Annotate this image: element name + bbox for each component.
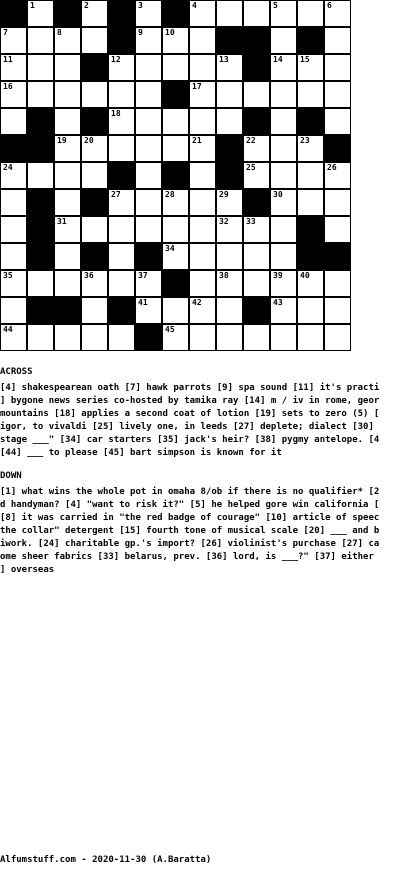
across-clues bbox=[0, 367, 420, 460]
grid-cell[interactable] bbox=[324, 270, 351, 297]
grid-cell[interactable] bbox=[54, 135, 81, 162]
grid-cell[interactable] bbox=[270, 243, 297, 270]
grid-cell[interactable] bbox=[0, 81, 27, 108]
black-square bbox=[0, 0, 27, 27]
clue-number: 13 bbox=[219, 55, 229, 64]
black-square bbox=[162, 162, 189, 189]
grid-cell[interactable] bbox=[243, 135, 270, 162]
grid-cell[interactable] bbox=[243, 324, 270, 351]
grid-cell[interactable] bbox=[297, 297, 324, 324]
grid-cell[interactable] bbox=[324, 189, 351, 216]
clue-number: 10 bbox=[165, 28, 175, 37]
black-square bbox=[243, 189, 270, 216]
grid-cell[interactable] bbox=[54, 108, 81, 135]
clue-number: 20 bbox=[84, 136, 94, 145]
black-square bbox=[324, 243, 351, 270]
black-square bbox=[27, 135, 54, 162]
clue-number: 33 bbox=[246, 217, 256, 226]
black-square bbox=[108, 162, 135, 189]
grid-cell[interactable] bbox=[135, 270, 162, 297]
black-square bbox=[216, 27, 243, 54]
clue-number: 17 bbox=[192, 82, 202, 91]
grid-cell[interactable] bbox=[243, 162, 270, 189]
grid-cell[interactable] bbox=[189, 324, 216, 351]
clue-line: ] bygone news series co-hosted by tamika ray [14] m / iv in rome, geor bbox=[0, 396, 380, 406]
grid-cell[interactable] bbox=[27, 0, 54, 27]
grid-cell[interactable] bbox=[135, 189, 162, 216]
grid-cell[interactable] bbox=[162, 243, 189, 270]
grid-cell[interactable] bbox=[162, 189, 189, 216]
grid-cell[interactable] bbox=[270, 108, 297, 135]
grid-cell[interactable] bbox=[216, 216, 243, 243]
black-square bbox=[108, 27, 135, 54]
clue-number: 37 bbox=[138, 271, 148, 280]
grid-cell[interactable] bbox=[162, 54, 189, 81]
clue-number: 26 bbox=[327, 163, 337, 172]
grid-cell[interactable] bbox=[54, 54, 81, 81]
clue-number: 32 bbox=[219, 217, 229, 226]
grid-cell[interactable] bbox=[135, 297, 162, 324]
grid-cell[interactable] bbox=[81, 81, 108, 108]
grid-cell[interactable] bbox=[81, 297, 108, 324]
clue-number: 27 bbox=[111, 190, 121, 199]
black-square bbox=[27, 108, 54, 135]
clue-number: 12 bbox=[111, 55, 121, 64]
grid-cell[interactable] bbox=[0, 108, 27, 135]
clue-number: 40 bbox=[300, 271, 310, 280]
grid-cell[interactable] bbox=[135, 0, 162, 27]
grid-cell[interactable] bbox=[162, 27, 189, 54]
clue-line: igor, to vivaldi [25] lively one, in leeds [27] deplete; dialect [30] bbox=[0, 422, 380, 432]
grid-cell[interactable] bbox=[0, 270, 27, 297]
grid-cell[interactable] bbox=[0, 54, 27, 81]
grid-cell[interactable] bbox=[162, 297, 189, 324]
grid-cell[interactable] bbox=[162, 108, 189, 135]
black-square bbox=[27, 243, 54, 270]
grid-cell[interactable] bbox=[81, 216, 108, 243]
clue-number: 9 bbox=[138, 28, 143, 37]
grid-cell[interactable] bbox=[54, 162, 81, 189]
clue-number: 16 bbox=[3, 82, 13, 91]
black-square bbox=[243, 297, 270, 324]
grid-cell[interactable] bbox=[135, 108, 162, 135]
grid-cell[interactable] bbox=[54, 27, 81, 54]
clue-number: 19 bbox=[57, 136, 67, 145]
black-square bbox=[243, 108, 270, 135]
clue-number: 15 bbox=[300, 55, 310, 64]
black-square bbox=[243, 27, 270, 54]
grid-cell[interactable] bbox=[189, 270, 216, 297]
grid-cell[interactable] bbox=[297, 0, 324, 27]
down-clues bbox=[0, 471, 420, 577]
down-heading: DOWN bbox=[0, 471, 22, 481]
grid-cell[interactable] bbox=[270, 81, 297, 108]
grid-cell[interactable] bbox=[135, 135, 162, 162]
black-square bbox=[81, 189, 108, 216]
grid-cell[interactable] bbox=[189, 108, 216, 135]
grid-cell[interactable] bbox=[27, 81, 54, 108]
grid-cell[interactable] bbox=[108, 324, 135, 351]
grid-cell[interactable] bbox=[27, 270, 54, 297]
grid-cell[interactable] bbox=[27, 324, 54, 351]
grid-cell[interactable] bbox=[81, 27, 108, 54]
clue-line: ] overseas bbox=[0, 565, 55, 575]
clue-number: 39 bbox=[273, 271, 283, 280]
black-square bbox=[135, 324, 162, 351]
grid-cell[interactable] bbox=[243, 270, 270, 297]
grid-cell[interactable] bbox=[0, 162, 27, 189]
grid-cell[interactable] bbox=[0, 243, 27, 270]
grid-cell[interactable] bbox=[0, 324, 27, 351]
grid-cell[interactable] bbox=[54, 270, 81, 297]
clue-line: [4] shakespearean oath [7] hawk parrots [9] spa sound [11] it's practi bbox=[0, 383, 380, 393]
clue-line: d handyman? [4] "want to risk it?" [5] he helped gore win california [ bbox=[0, 500, 380, 510]
grid-cell[interactable] bbox=[27, 27, 54, 54]
grid-cell[interactable] bbox=[243, 243, 270, 270]
grid-cell[interactable] bbox=[189, 162, 216, 189]
grid-cell[interactable] bbox=[108, 54, 135, 81]
black-square bbox=[324, 135, 351, 162]
grid-cell[interactable] bbox=[297, 54, 324, 81]
black-square bbox=[54, 297, 81, 324]
clue-line: [44] ___ to please [45] bart simpson is known for it bbox=[0, 448, 282, 458]
black-square bbox=[81, 243, 108, 270]
black-square bbox=[81, 108, 108, 135]
grid-cell[interactable] bbox=[270, 0, 297, 27]
clue-number: 7 bbox=[3, 28, 8, 37]
clue-number: 36 bbox=[84, 271, 94, 280]
clue-number: 4 bbox=[192, 1, 197, 10]
grid-cell[interactable] bbox=[162, 324, 189, 351]
grid-cell[interactable] bbox=[297, 324, 324, 351]
grid-cell[interactable] bbox=[216, 324, 243, 351]
clue-number: 43 bbox=[273, 298, 283, 307]
grid-cell[interactable] bbox=[216, 243, 243, 270]
grid-cell[interactable] bbox=[135, 81, 162, 108]
grid-cell[interactable] bbox=[27, 54, 54, 81]
clue-number: 30 bbox=[273, 190, 283, 199]
grid-cell[interactable] bbox=[0, 216, 27, 243]
grid-cell[interactable] bbox=[270, 270, 297, 297]
clue-number: 38 bbox=[219, 271, 229, 280]
black-square bbox=[162, 81, 189, 108]
grid-cell[interactable] bbox=[189, 243, 216, 270]
grid-cell[interactable] bbox=[135, 216, 162, 243]
grid-cell[interactable] bbox=[27, 162, 54, 189]
grid-cell[interactable] bbox=[162, 216, 189, 243]
grid-cell[interactable] bbox=[270, 324, 297, 351]
clue-number: 42 bbox=[192, 298, 202, 307]
black-square bbox=[81, 54, 108, 81]
grid-cell[interactable] bbox=[108, 216, 135, 243]
grid-cell[interactable] bbox=[324, 324, 351, 351]
grid-cell[interactable] bbox=[216, 54, 243, 81]
grid-cell[interactable] bbox=[189, 0, 216, 27]
clue-number: 2 bbox=[84, 1, 89, 10]
grid-cell[interactable] bbox=[162, 135, 189, 162]
grid-cell[interactable] bbox=[270, 216, 297, 243]
clue-number: 18 bbox=[111, 109, 121, 118]
black-square bbox=[135, 243, 162, 270]
black-square bbox=[297, 108, 324, 135]
grid-cell[interactable] bbox=[324, 0, 351, 27]
grid-cell[interactable] bbox=[324, 162, 351, 189]
grid-cell[interactable] bbox=[270, 54, 297, 81]
grid-cell[interactable] bbox=[324, 54, 351, 81]
footer-credit: Alfumstuff.com - 2020-11-30 (A.Baratta) bbox=[0, 855, 212, 865]
clue-number: 14 bbox=[273, 55, 283, 64]
grid-cell[interactable] bbox=[135, 162, 162, 189]
grid-cell[interactable] bbox=[0, 297, 27, 324]
black-square bbox=[297, 216, 324, 243]
black-square bbox=[162, 0, 189, 27]
grid-cell[interactable] bbox=[324, 108, 351, 135]
clue-line: mountains [18] applies a second coat of lotion [19] sets to zero (5) [ bbox=[0, 409, 380, 419]
clue-line: ome sheer fabrics [33] belarus, prev. [36] lord, is ___?" [37] either bbox=[0, 552, 380, 562]
grid-cell[interactable] bbox=[135, 54, 162, 81]
clue-number: 29 bbox=[219, 190, 229, 199]
black-square bbox=[216, 135, 243, 162]
black-square bbox=[216, 162, 243, 189]
crossword-grid bbox=[0, 0, 351, 351]
clue-line: iwork. [24] charitable gp.'s import? [26] violinist's purchase [27] ca bbox=[0, 539, 380, 549]
black-square bbox=[297, 27, 324, 54]
grid-cell[interactable] bbox=[189, 216, 216, 243]
grid-cell[interactable] bbox=[324, 81, 351, 108]
grid-cell[interactable] bbox=[81, 0, 108, 27]
grid-cell[interactable] bbox=[297, 81, 324, 108]
grid-cell[interactable] bbox=[297, 189, 324, 216]
clue-number: 45 bbox=[165, 325, 175, 334]
clue-line: the collar" detergent [15] fourth tone of musical scale [20] ___ and b bbox=[0, 526, 380, 536]
black-square bbox=[0, 135, 27, 162]
grid-cell[interactable] bbox=[216, 270, 243, 297]
black-square bbox=[27, 297, 54, 324]
clue-number: 31 bbox=[57, 217, 67, 226]
grid-cell[interactable] bbox=[297, 162, 324, 189]
grid-cell[interactable] bbox=[81, 270, 108, 297]
grid-cell[interactable] bbox=[54, 81, 81, 108]
clue-number: 3 bbox=[138, 1, 143, 10]
clue-number: 23 bbox=[300, 136, 310, 145]
clue-number: 41 bbox=[138, 298, 148, 307]
black-square bbox=[243, 54, 270, 81]
grid-cell[interactable] bbox=[54, 189, 81, 216]
grid-cell[interactable] bbox=[54, 243, 81, 270]
grid-cell[interactable] bbox=[270, 135, 297, 162]
grid-cell[interactable] bbox=[243, 0, 270, 27]
clue-number: 5 bbox=[273, 1, 278, 10]
grid-cell[interactable] bbox=[270, 27, 297, 54]
grid-cell[interactable] bbox=[54, 324, 81, 351]
grid-cell[interactable] bbox=[189, 81, 216, 108]
grid-cell[interactable] bbox=[270, 162, 297, 189]
grid-cell[interactable] bbox=[189, 54, 216, 81]
black-square bbox=[54, 0, 81, 27]
grid-cell[interactable] bbox=[216, 108, 243, 135]
clue-number: 11 bbox=[3, 55, 13, 64]
grid-cell[interactable] bbox=[108, 108, 135, 135]
clue-line: [8] it was carried in "the red badge of courage" [10] article of speec bbox=[0, 513, 380, 523]
clue-number: 22 bbox=[246, 136, 256, 145]
grid-cell[interactable] bbox=[216, 81, 243, 108]
clue-number: 24 bbox=[3, 163, 13, 172]
grid-cell[interactable] bbox=[216, 297, 243, 324]
clue-number: 25 bbox=[246, 163, 256, 172]
grid-cell[interactable] bbox=[216, 189, 243, 216]
clue-line: stage ___" [34] car starters [35] jack's heir? [38] pygmy antelope. [4 bbox=[0, 435, 380, 445]
grid-cell[interactable] bbox=[108, 270, 135, 297]
grid-cell[interactable] bbox=[0, 189, 27, 216]
black-square bbox=[27, 189, 54, 216]
clue-number: 1 bbox=[30, 1, 35, 10]
across-heading: ACROSS bbox=[0, 367, 33, 377]
grid-cell[interactable] bbox=[108, 243, 135, 270]
clue-number: 28 bbox=[165, 190, 175, 199]
grid-cell[interactable] bbox=[243, 216, 270, 243]
grid-cell[interactable] bbox=[324, 297, 351, 324]
grid-cell[interactable] bbox=[81, 135, 108, 162]
black-square bbox=[297, 243, 324, 270]
grid-cell[interactable] bbox=[189, 27, 216, 54]
grid-cell[interactable] bbox=[81, 162, 108, 189]
grid-cell[interactable] bbox=[0, 27, 27, 54]
grid-cell[interactable] bbox=[324, 216, 351, 243]
black-square bbox=[162, 270, 189, 297]
grid-cell[interactable] bbox=[54, 216, 81, 243]
clue-number: 44 bbox=[3, 325, 13, 334]
grid-cell[interactable] bbox=[270, 189, 297, 216]
grid-cell[interactable] bbox=[216, 0, 243, 27]
grid-cell[interactable] bbox=[243, 81, 270, 108]
clue-number: 21 bbox=[192, 136, 202, 145]
grid-cell[interactable] bbox=[324, 27, 351, 54]
grid-cell[interactable] bbox=[189, 135, 216, 162]
clue-number: 34 bbox=[165, 244, 175, 253]
grid-cell[interactable] bbox=[81, 324, 108, 351]
clue-number: 6 bbox=[327, 1, 332, 10]
grid-cell[interactable] bbox=[108, 135, 135, 162]
clue-number: 8 bbox=[57, 28, 62, 37]
clue-number: 35 bbox=[3, 271, 13, 280]
grid-cell[interactable] bbox=[270, 297, 297, 324]
grid-cell[interactable] bbox=[189, 189, 216, 216]
black-square bbox=[108, 297, 135, 324]
grid-cell[interactable] bbox=[108, 189, 135, 216]
grid-cell[interactable] bbox=[108, 81, 135, 108]
grid-cell[interactable] bbox=[297, 135, 324, 162]
black-square bbox=[27, 216, 54, 243]
grid-cell[interactable] bbox=[135, 27, 162, 54]
grid-cell[interactable] bbox=[189, 297, 216, 324]
clue-line: [1] what wins the whole pot in omaha 8/ob if there is no qualifier* [2 bbox=[0, 487, 380, 497]
black-square bbox=[108, 0, 135, 27]
grid-cell[interactable] bbox=[297, 270, 324, 297]
